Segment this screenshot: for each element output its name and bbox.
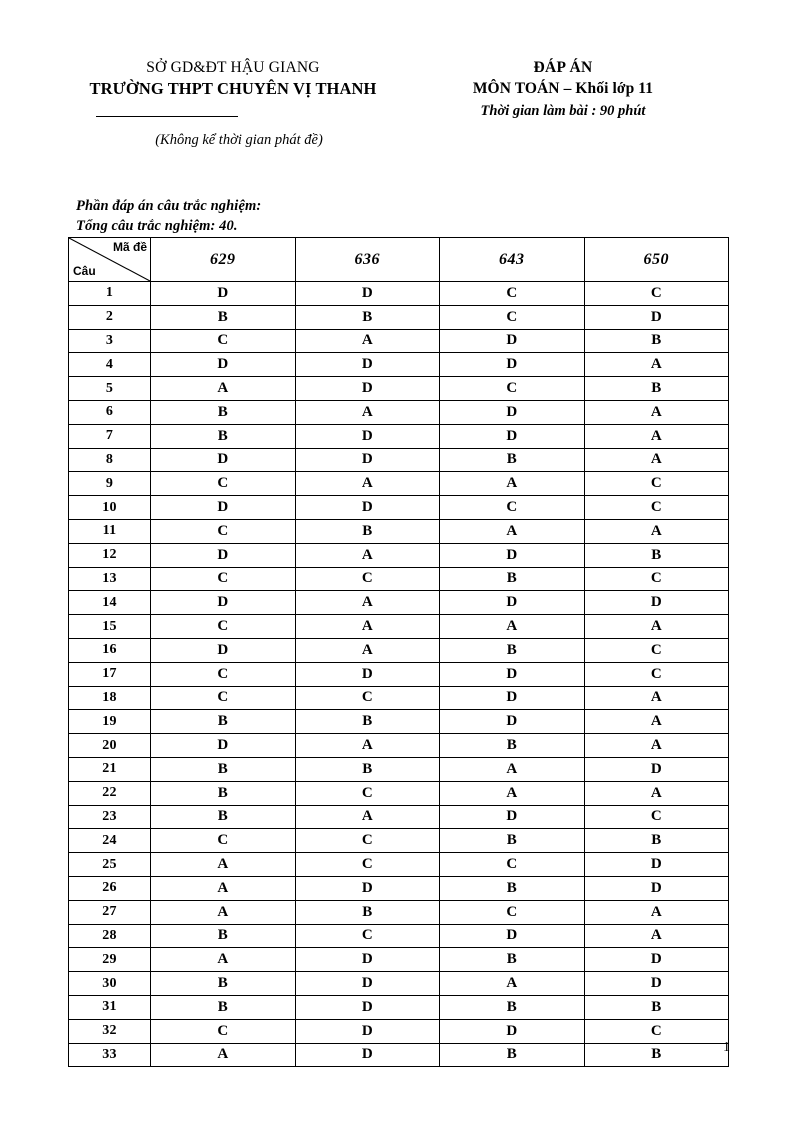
table-row: [69, 924, 729, 948]
table-row: [69, 400, 729, 424]
answer-cell: B: [295, 519, 440, 543]
answer-cell: C: [440, 853, 585, 877]
answer-cell: C: [584, 1019, 729, 1043]
answer-cell: A: [295, 329, 440, 353]
department-name: SỞ GD&ĐT HẬU GIANG: [146, 59, 320, 76]
answer-cell: A: [584, 448, 729, 472]
answer-cell: C: [584, 805, 729, 829]
answer-cell: C: [151, 329, 296, 353]
table-row: [69, 305, 729, 329]
table-row: [69, 710, 729, 734]
answer-cell: D: [295, 353, 440, 377]
answer-cell: D: [440, 424, 585, 448]
answer-cell: A: [584, 781, 729, 805]
answer-cell: B: [584, 329, 729, 353]
question-number-cell: 10: [69, 496, 151, 520]
answer-cell: B: [584, 995, 729, 1019]
answer-cell: D: [295, 377, 440, 401]
exam-code-column-629: 629: [151, 238, 296, 282]
question-number-cell: 15: [69, 615, 151, 639]
table-row: [69, 543, 729, 567]
answer-cell: D: [440, 1019, 585, 1043]
table-row: [69, 876, 729, 900]
answer-cell: B: [440, 995, 585, 1019]
question-number-cell: 2: [69, 305, 151, 329]
table-row: [69, 757, 729, 781]
table-row: [69, 948, 729, 972]
answer-cell: A: [440, 519, 585, 543]
table-row: [69, 662, 729, 686]
question-number-cell: 4: [69, 353, 151, 377]
question-number-cell: 22: [69, 781, 151, 805]
answer-cell: D: [151, 496, 296, 520]
table-row: [69, 353, 729, 377]
exam-code-header-label: Mã đề: [112, 240, 147, 254]
question-number-cell: 18: [69, 686, 151, 710]
answer-cell: A: [295, 472, 440, 496]
table-row: [69, 567, 729, 591]
answer-cell: C: [440, 377, 585, 401]
answer-cell: D: [295, 995, 440, 1019]
answer-cell: C: [584, 638, 729, 662]
answer-cell: C: [151, 615, 296, 639]
answer-cell: B: [295, 710, 440, 734]
question-number-cell: 19: [69, 710, 151, 734]
header-right-block: [398, 58, 728, 121]
answer-cell: A: [584, 400, 729, 424]
table-row: [69, 829, 729, 853]
question-number-cell: 29: [69, 948, 151, 972]
answer-cell: D: [295, 1043, 440, 1067]
header-divider-rule: [96, 116, 238, 117]
table-row: [69, 519, 729, 543]
answer-cell: D: [440, 353, 585, 377]
answer-cell: A: [584, 924, 729, 948]
table-row: [69, 1043, 729, 1067]
answer-cell: A: [151, 853, 296, 877]
answer-cell: C: [584, 662, 729, 686]
answer-cell: B: [584, 377, 729, 401]
answer-cell: A: [151, 377, 296, 401]
answer-cell: C: [151, 1019, 296, 1043]
answer-cell: B: [440, 876, 585, 900]
question-number-cell: 31: [69, 995, 151, 1019]
answer-cell: A: [584, 424, 729, 448]
answer-cell: A: [295, 400, 440, 424]
answer-key-table: [68, 237, 729, 1067]
table-row: [69, 638, 729, 662]
table-row: [69, 472, 729, 496]
answer-table-body: [69, 282, 729, 1067]
question-number-cell: 6: [69, 400, 151, 424]
question-number-cell: 27: [69, 900, 151, 924]
answer-cell: D: [584, 305, 729, 329]
answer-cell: B: [151, 305, 296, 329]
answer-cell: D: [151, 353, 296, 377]
answer-cell: C: [295, 924, 440, 948]
answer-cell: D: [440, 805, 585, 829]
answer-cell: A: [584, 900, 729, 924]
answer-cell: B: [295, 900, 440, 924]
table-corner-cell: [69, 238, 151, 282]
table-row: [69, 377, 729, 401]
answer-cell: C: [584, 282, 729, 306]
question-number-cell: 17: [69, 662, 151, 686]
answer-cell: D: [151, 638, 296, 662]
table-row: [69, 972, 729, 996]
answer-cell: A: [295, 805, 440, 829]
answer-cell: A: [295, 615, 440, 639]
answer-cell: C: [440, 282, 585, 306]
answer-cell: C: [440, 305, 585, 329]
answer-cell: A: [584, 734, 729, 758]
answer-cell: C: [151, 567, 296, 591]
answer-cell: C: [295, 829, 440, 853]
exam-distribution-note: (Không kể thời gian phát đề): [155, 132, 323, 148]
answer-cell: C: [440, 496, 585, 520]
answer-cell: A: [584, 353, 729, 377]
question-number-cell: 26: [69, 876, 151, 900]
multiple-choice-part-label: Phần đáp án câu trắc nghiệm:: [76, 198, 262, 214]
answer-cell: C: [151, 472, 296, 496]
answer-key-title: ĐÁP ÁN: [533, 59, 593, 76]
answer-cell: A: [151, 876, 296, 900]
answer-cell: A: [440, 757, 585, 781]
answer-cell: B: [295, 757, 440, 781]
exam-code-column-643: 643: [440, 238, 585, 282]
question-number-header-label: Câu: [73, 264, 96, 278]
answer-cell: B: [440, 829, 585, 853]
answer-cell: C: [295, 567, 440, 591]
answer-cell: A: [151, 900, 296, 924]
answer-cell: D: [440, 543, 585, 567]
answer-cell: B: [151, 972, 296, 996]
answer-cell: D: [584, 876, 729, 900]
question-number-cell: 13: [69, 567, 151, 591]
answer-cell: D: [151, 734, 296, 758]
question-number-cell: 23: [69, 805, 151, 829]
table-row: [69, 591, 729, 615]
section-label-block: [76, 196, 261, 236]
answer-cell: C: [295, 686, 440, 710]
answer-cell: B: [440, 448, 585, 472]
answer-cell: C: [584, 567, 729, 591]
answer-cell: D: [440, 924, 585, 948]
table-row: [69, 496, 729, 520]
question-number-cell: 14: [69, 591, 151, 615]
answer-cell: D: [584, 757, 729, 781]
answer-cell: D: [295, 1019, 440, 1043]
answer-cell: B: [151, 400, 296, 424]
answer-cell: A: [584, 686, 729, 710]
question-number-cell: 32: [69, 1019, 151, 1043]
answer-cell: B: [151, 995, 296, 1019]
question-number-cell: 33: [69, 1043, 151, 1067]
table-row: [69, 615, 729, 639]
total-questions-label: Tổng câu trắc nghiệm: 40.: [76, 218, 238, 234]
answer-cell: B: [151, 781, 296, 805]
answer-cell: C: [295, 781, 440, 805]
table-row: [69, 686, 729, 710]
answer-cell: B: [584, 1043, 729, 1067]
answer-cell: D: [440, 400, 585, 424]
answer-cell: A: [584, 519, 729, 543]
exam-code-column-650: 650: [584, 238, 729, 282]
table-row: [69, 781, 729, 805]
answer-cell: D: [295, 972, 440, 996]
answer-cell: C: [584, 472, 729, 496]
answer-cell: A: [295, 734, 440, 758]
answer-cell: D: [151, 543, 296, 567]
question-number-cell: 3: [69, 329, 151, 353]
answer-cell: C: [151, 829, 296, 853]
answer-cell: B: [151, 710, 296, 734]
answer-cell: A: [440, 615, 585, 639]
question-number-cell: 30: [69, 972, 151, 996]
answer-cell: D: [295, 282, 440, 306]
table-row: [69, 282, 729, 306]
answer-cell: B: [440, 638, 585, 662]
answer-cell: D: [440, 662, 585, 686]
answer-cell: C: [151, 662, 296, 686]
question-number-cell: 16: [69, 638, 151, 662]
answer-cell: A: [440, 972, 585, 996]
table-row: [69, 805, 729, 829]
answer-cell: D: [295, 876, 440, 900]
question-number-cell: 12: [69, 543, 151, 567]
answer-cell: B: [295, 305, 440, 329]
document-header: [68, 58, 728, 149]
question-number-cell: 20: [69, 734, 151, 758]
answer-cell: D: [440, 686, 585, 710]
answer-cell: D: [295, 496, 440, 520]
answer-cell: D: [295, 948, 440, 972]
answer-cell: D: [440, 329, 585, 353]
answer-cell: C: [584, 496, 729, 520]
table-row: [69, 995, 729, 1019]
answer-cell: D: [151, 448, 296, 472]
page-number: 1: [723, 1040, 730, 1055]
question-number-cell: 8: [69, 448, 151, 472]
header-left-block: [68, 58, 398, 149]
answer-cell: A: [151, 948, 296, 972]
table-row: [69, 329, 729, 353]
answer-cell: D: [440, 591, 585, 615]
question-number-cell: 25: [69, 853, 151, 877]
table-row: [69, 424, 729, 448]
answer-cell: B: [440, 567, 585, 591]
answer-cell: B: [440, 734, 585, 758]
table-row: [69, 900, 729, 924]
table-row: [69, 448, 729, 472]
answer-cell: D: [295, 424, 440, 448]
answer-cell: D: [584, 972, 729, 996]
answer-cell: B: [151, 924, 296, 948]
answer-cell: A: [584, 710, 729, 734]
question-number-cell: 5: [69, 377, 151, 401]
answer-cell: C: [295, 853, 440, 877]
answer-cell: A: [440, 472, 585, 496]
answer-cell: D: [151, 282, 296, 306]
answer-cell: B: [440, 1043, 585, 1067]
question-number-cell: 24: [69, 829, 151, 853]
answer-cell: A: [295, 543, 440, 567]
answer-cell: A: [440, 781, 585, 805]
question-number-cell: 21: [69, 757, 151, 781]
answer-cell: D: [440, 710, 585, 734]
answer-cell: D: [584, 853, 729, 877]
subject-and-grade: MÔN TOÁN – Khối lớp 11: [472, 80, 654, 97]
answer-cell: A: [295, 638, 440, 662]
question-number-cell: 9: [69, 472, 151, 496]
table-row: [69, 1019, 729, 1043]
answer-cell: B: [151, 805, 296, 829]
question-number-cell: 1: [69, 282, 151, 306]
question-number-cell: 28: [69, 924, 151, 948]
exam-duration: Thời gian làm bài : 90 phút: [480, 103, 646, 119]
school-name: TRƯỜNG THPT CHUYÊN VỊ THANH: [89, 79, 377, 98]
answer-cell: A: [295, 591, 440, 615]
answer-cell: C: [151, 686, 296, 710]
answer-cell: D: [151, 591, 296, 615]
answer-cell: B: [584, 543, 729, 567]
exam-code-column-636: 636: [295, 238, 440, 282]
answer-cell: C: [151, 519, 296, 543]
answer-cell: D: [584, 948, 729, 972]
answer-cell: D: [295, 662, 440, 686]
table-row: [69, 853, 729, 877]
answer-cell: B: [151, 757, 296, 781]
question-number-cell: 7: [69, 424, 151, 448]
table-row: [69, 734, 729, 758]
answer-cell: D: [295, 448, 440, 472]
answer-cell: C: [440, 900, 585, 924]
answer-cell: B: [440, 948, 585, 972]
answer-cell: A: [151, 1043, 296, 1067]
answer-cell: A: [584, 615, 729, 639]
answer-cell: D: [584, 591, 729, 615]
answer-cell: B: [151, 424, 296, 448]
answer-cell: B: [584, 829, 729, 853]
question-number-cell: 11: [69, 519, 151, 543]
table-header-row: [69, 238, 729, 282]
